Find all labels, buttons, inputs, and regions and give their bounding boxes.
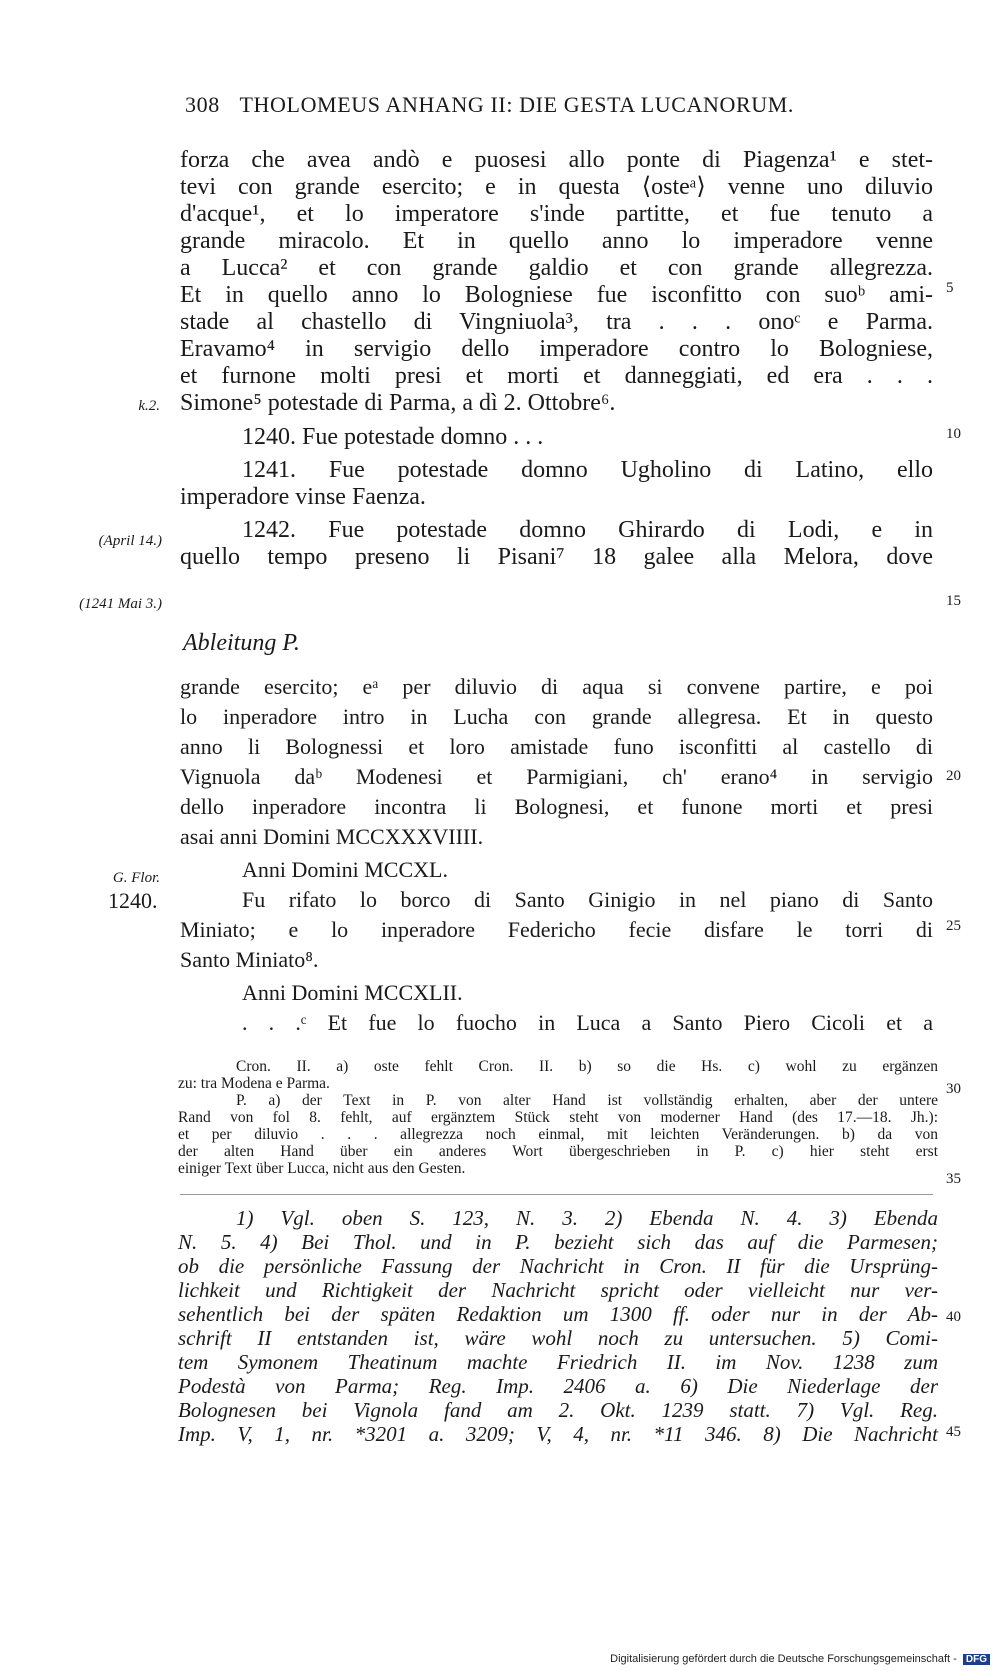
apparatus-line: et per diluvio . . . allegrezza noch einmal, mit leichten Veränderungen. b) da von — [178, 1126, 938, 1143]
apparatus-line: P. a) der Text in P. von alter Hand ist vollständig erhalten, aber der untere — [236, 1092, 938, 1109]
text-line: Fu rifato lo borco di Santo Ginigio in nel piano di Santo — [242, 887, 933, 912]
text-line: 1241. Fue potestade domno Ugholino di Latino, ello — [242, 457, 933, 483]
margin-note-gflor: G. Flor. — [112, 870, 160, 886]
text-line: imperadore vinse Faenza. — [180, 484, 426, 510]
margin-note-mai: (1241 Mai 3.) — [79, 596, 162, 612]
footnote-line: sehentlich bei der späten Redaktion um 1300 ff. oder nur in der Ab- — [178, 1302, 938, 1326]
text-line: quello tempo preseno li Pisani⁷ 18 galee alla Melora, dove — [180, 544, 933, 570]
footnote-line: schrift II entstanden ist, wäre wohl noch zu untersuchen. 5) Comi- — [178, 1326, 938, 1350]
text-line: Simone⁵ potestade di Parma, a dì 2. Ottobre⁶. — [180, 390, 616, 416]
critical-apparatus — [178, 1058, 938, 1177]
section-title: Ableitung P. — [183, 630, 300, 656]
line-number: 5 — [946, 280, 954, 296]
text-line: a Lucca² et con grande galdio et con grande allegrezza. — [180, 255, 933, 281]
text-line: grande esercito; eᵃ per diluvio di aqua si convene partire, e poi — [180, 674, 933, 699]
text-line: et furnone molti presi et morti et danneggiati, ed era . . . — [180, 363, 933, 389]
line-number: 45 — [946, 1424, 961, 1440]
text-line: Anni Domini MCCXL. — [242, 857, 448, 882]
divider — [180, 1194, 933, 1195]
footnote-line: ob die persönliche Fassung der Nachricht in Cron. II für die Ursprüng- — [178, 1254, 938, 1278]
footnote-line: tem Symonem Theatinum machte Friedrich II. im Nov. 1238 zum — [178, 1350, 938, 1374]
footnote-line: Bolognesen bei Vignola fand am 2. Okt. 1239 statt. 7) Vgl. Reg. — [178, 1398, 938, 1422]
margin-note-april: (April 14.) — [98, 533, 162, 549]
text-line: asai anni Domini MCCXXXVIIII. — [180, 824, 484, 849]
text-line: Anni Domini MCCXLII. — [242, 980, 463, 1005]
text-line: 1240. Fue potestade domno . . . — [242, 424, 544, 450]
dfg-logo: DFG — [963, 1654, 990, 1665]
digitization-credit — [610, 1653, 990, 1665]
text-line: . . .ᶜ Et fue lo fuocho in Luca a Santo Piero Cicoli et a — [242, 1010, 933, 1035]
line-number: 25 — [946, 918, 961, 934]
apparatus-line: der alten Hand über ein anderes Wort übergeschrieben in P. c) hier steht erst — [178, 1143, 938, 1160]
line-number: 20 — [946, 768, 961, 784]
footer-text: Digitalisierung gefördert durch die Deutsche Forschungsgemeinschaft - — [610, 1653, 957, 1665]
apparatus-line: zu: tra Modena e Parma. — [178, 1075, 330, 1092]
apparatus-line: Cron. II. a) oste fehlt Cron. II. b) so die Hs. c) wohl zu ergänzen — [236, 1058, 938, 1075]
footnote-line: 1) Vgl. oben S. 123, N. 3. 2) Ebenda N. 4. 3) Ebenda — [236, 1206, 938, 1230]
text-line: dello inperadore incontra li Bolognesi, et funone morti et presi — [180, 794, 933, 819]
apparatus-line: Rand von fol 8. fehlt, auf ergänztem Stück steht von moderner Hand (des 17.—18. Jh.): — [178, 1109, 938, 1126]
line-number: 30 — [946, 1081, 961, 1097]
text-line: stade al chastello di Vingniuola³, tra . . . onoᶜ e Parma. — [180, 309, 933, 335]
text-line: grande miracolo. Et in quello anno lo imperadore venne — [180, 228, 933, 254]
margin-year: 1240. — [108, 888, 158, 913]
line-number: 10 — [946, 426, 961, 442]
footnote-line: N. 5. 4) Bei Thol. und in P. bezieht sich das auf die Parmesen; — [178, 1230, 938, 1254]
line-number: 35 — [946, 1171, 961, 1187]
text-line: anno li Bolognessi et loro amistade funo isconfitti al castello di — [180, 734, 933, 759]
running-title: THOLOMEUS ANHANG II: DIE GESTA LUCANORUM. — [239, 92, 795, 117]
running-header — [185, 92, 885, 118]
text-line: lo inperadore intro in Lucha con grande allegresa. Et in questo — [180, 704, 933, 729]
text-line: 1242. Fue potestade domno Ghirardo di Lodi, e in — [242, 517, 933, 543]
text-line: d'acque¹, et lo imperatore s'inde partitte, et fue tenuto a — [180, 201, 933, 227]
page-number: 308 — [185, 92, 220, 117]
text-line: Santo Miniato⁸. — [180, 947, 319, 972]
text-line: tevi con grande esercito; e in questa ⟨osteᵃ⟩ venne uno diluvio — [180, 174, 933, 200]
text-line: Vignuola daᵇ Modenesi et Parmigiani, ch' erano⁴ in servigio — [180, 764, 933, 789]
footnote-line: Imp. V, 1, nr. *3201 a. 3209; V, 4, nr. *11 346. 8) Die Nachricht — [178, 1422, 938, 1446]
line-number: 40 — [946, 1309, 961, 1325]
footnotes — [178, 1206, 938, 1446]
text-line: forza che avea andò e puosesi allo ponte di Piagenza¹ e stet- — [180, 147, 933, 173]
text-line: Miniato; e lo inperadore Federicho fecie disfare le torri di — [180, 917, 933, 942]
text-line: Et in quello anno lo Bologniese fue isconfitto con suoᵇ ami- — [180, 282, 933, 308]
text-line: Eravamo⁴ in servigio dello imperadore contro lo Bologniese, — [180, 336, 933, 362]
footnote-line: Podestà von Parma; Reg. Imp. 2406 a. 6) Die Niederlage der — [178, 1374, 938, 1398]
footnote-line: lichkeit und Richtigkeit der Nachricht spricht oder vielleicht nur ver- — [178, 1278, 938, 1302]
margin-note-k2: k.2. — [138, 398, 160, 414]
apparatus-line: einiger Text über Lucca, nicht aus den Gesten. — [178, 1160, 466, 1177]
line-number: 15 — [946, 593, 961, 609]
